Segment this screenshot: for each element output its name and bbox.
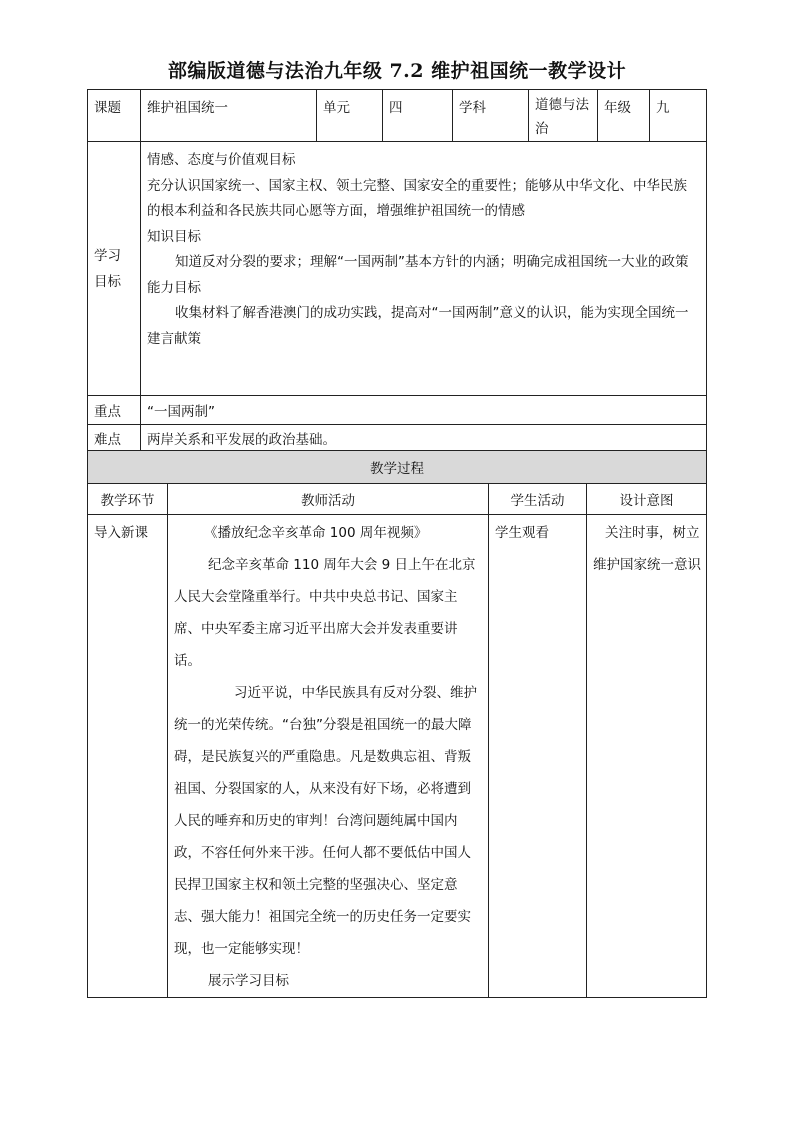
lesson-info-table [87, 89, 707, 451]
knowledge-text: 知道反对分裂的要求；理解“一国两制”基本方针的内涵；明确完成祖国统一大业的政策 [175, 254, 689, 270]
emotion-text: 充分认识国家统一、国家主权、领土完整、国家安全的重要性；能够从中华文化、中华民族的根本利益和各民族共同心愿等方面，增强维护祖国统一的情感 [147, 177, 687, 219]
header-intent: 设计意图 [587, 484, 707, 515]
info-row [88, 90, 707, 142]
unit-label: 单元 [317, 90, 383, 142]
key-point-row [88, 396, 707, 425]
teacher-para-2: 习近平说，中华民族具有反对分裂、维护统一的光荣传统。“台独”分裂是祖国统一的最大障碍，是民族复兴的严重隐患。凡是数典忘祖、背叛祖国、分裂国家的人，从来没有好下场，必将遭到人民的唾弃和历史的审判！台湾问题纯属中国内政，不容任何外来干涉。任何人都不要低估中国人民捍卫国家主权和领土完整的坚强决心、坚定意志、强大能力！祖国完全统一的历史任务一定要实现，也一定能够实现！ [174, 685, 477, 957]
header-stage: 教学环节 [88, 484, 168, 515]
process-section-title: 教学过程 [88, 451, 707, 484]
process-row-intro [88, 515, 707, 998]
topic-label: 课题 [88, 90, 141, 142]
grade-label: 年级 [598, 90, 650, 142]
header-teacher: 教师活动 [168, 484, 489, 515]
student-activity-cell: 学生观看 [489, 515, 587, 998]
design-intent-cell: 关注时事，树立维护国家统一意识 [587, 515, 707, 998]
emotion-heading: 情感、态度与价值观目标 [147, 152, 296, 168]
goals-label [88, 142, 141, 396]
grade-value: 九 [650, 90, 707, 142]
ability-heading: 能力目标 [147, 279, 201, 296]
topic-value: 维护祖国统一 [141, 90, 317, 142]
document-title: 部编版道德与法治九年级 7.2 维护祖国统一教学设计 [167, 60, 627, 82]
subject-label: 学科 [453, 90, 529, 142]
difficulty-row [88, 425, 707, 451]
teaching-process-table [87, 450, 707, 998]
ability-text: 收集材料了解香港澳门的成功实践，提高对“一国两制”意义的认识，能为实现全国统一建言献策 [147, 305, 689, 347]
goals-content [141, 142, 707, 396]
goals-label-line1: 学习 [94, 247, 121, 264]
key-point-label: 重点 [88, 396, 141, 425]
process-title-row [88, 451, 707, 484]
teacher-activity-cell [168, 515, 489, 998]
goals-label-line2: 目标 [94, 273, 121, 290]
difficulty-value: 两岸关系和平发展的政治基础。 [141, 425, 707, 451]
key-point-value: “一国两制” [141, 396, 707, 425]
video-title: 《播放纪念辛亥革命 100 周年视频》 [204, 525, 428, 541]
process-header-row [88, 484, 707, 515]
teacher-para-1: 纪念辛亥革命 110 周年大会 9 日上午在北京人民大会堂隆重举行。中共中央总书记、国家主席、中央军委主席习近平出席大会并发表重要讲话。 [174, 557, 476, 669]
stage-cell: 导入新课 [88, 515, 168, 998]
teacher-para-3: 展示学习目标 [208, 973, 289, 989]
knowledge-heading: 知识目标 [147, 228, 201, 245]
header-student: 学生活动 [489, 484, 587, 515]
unit-value: 四 [383, 90, 453, 142]
difficulty-label: 难点 [88, 425, 141, 451]
goals-row [88, 142, 707, 396]
subject-value: 道德与法治 [529, 90, 598, 142]
